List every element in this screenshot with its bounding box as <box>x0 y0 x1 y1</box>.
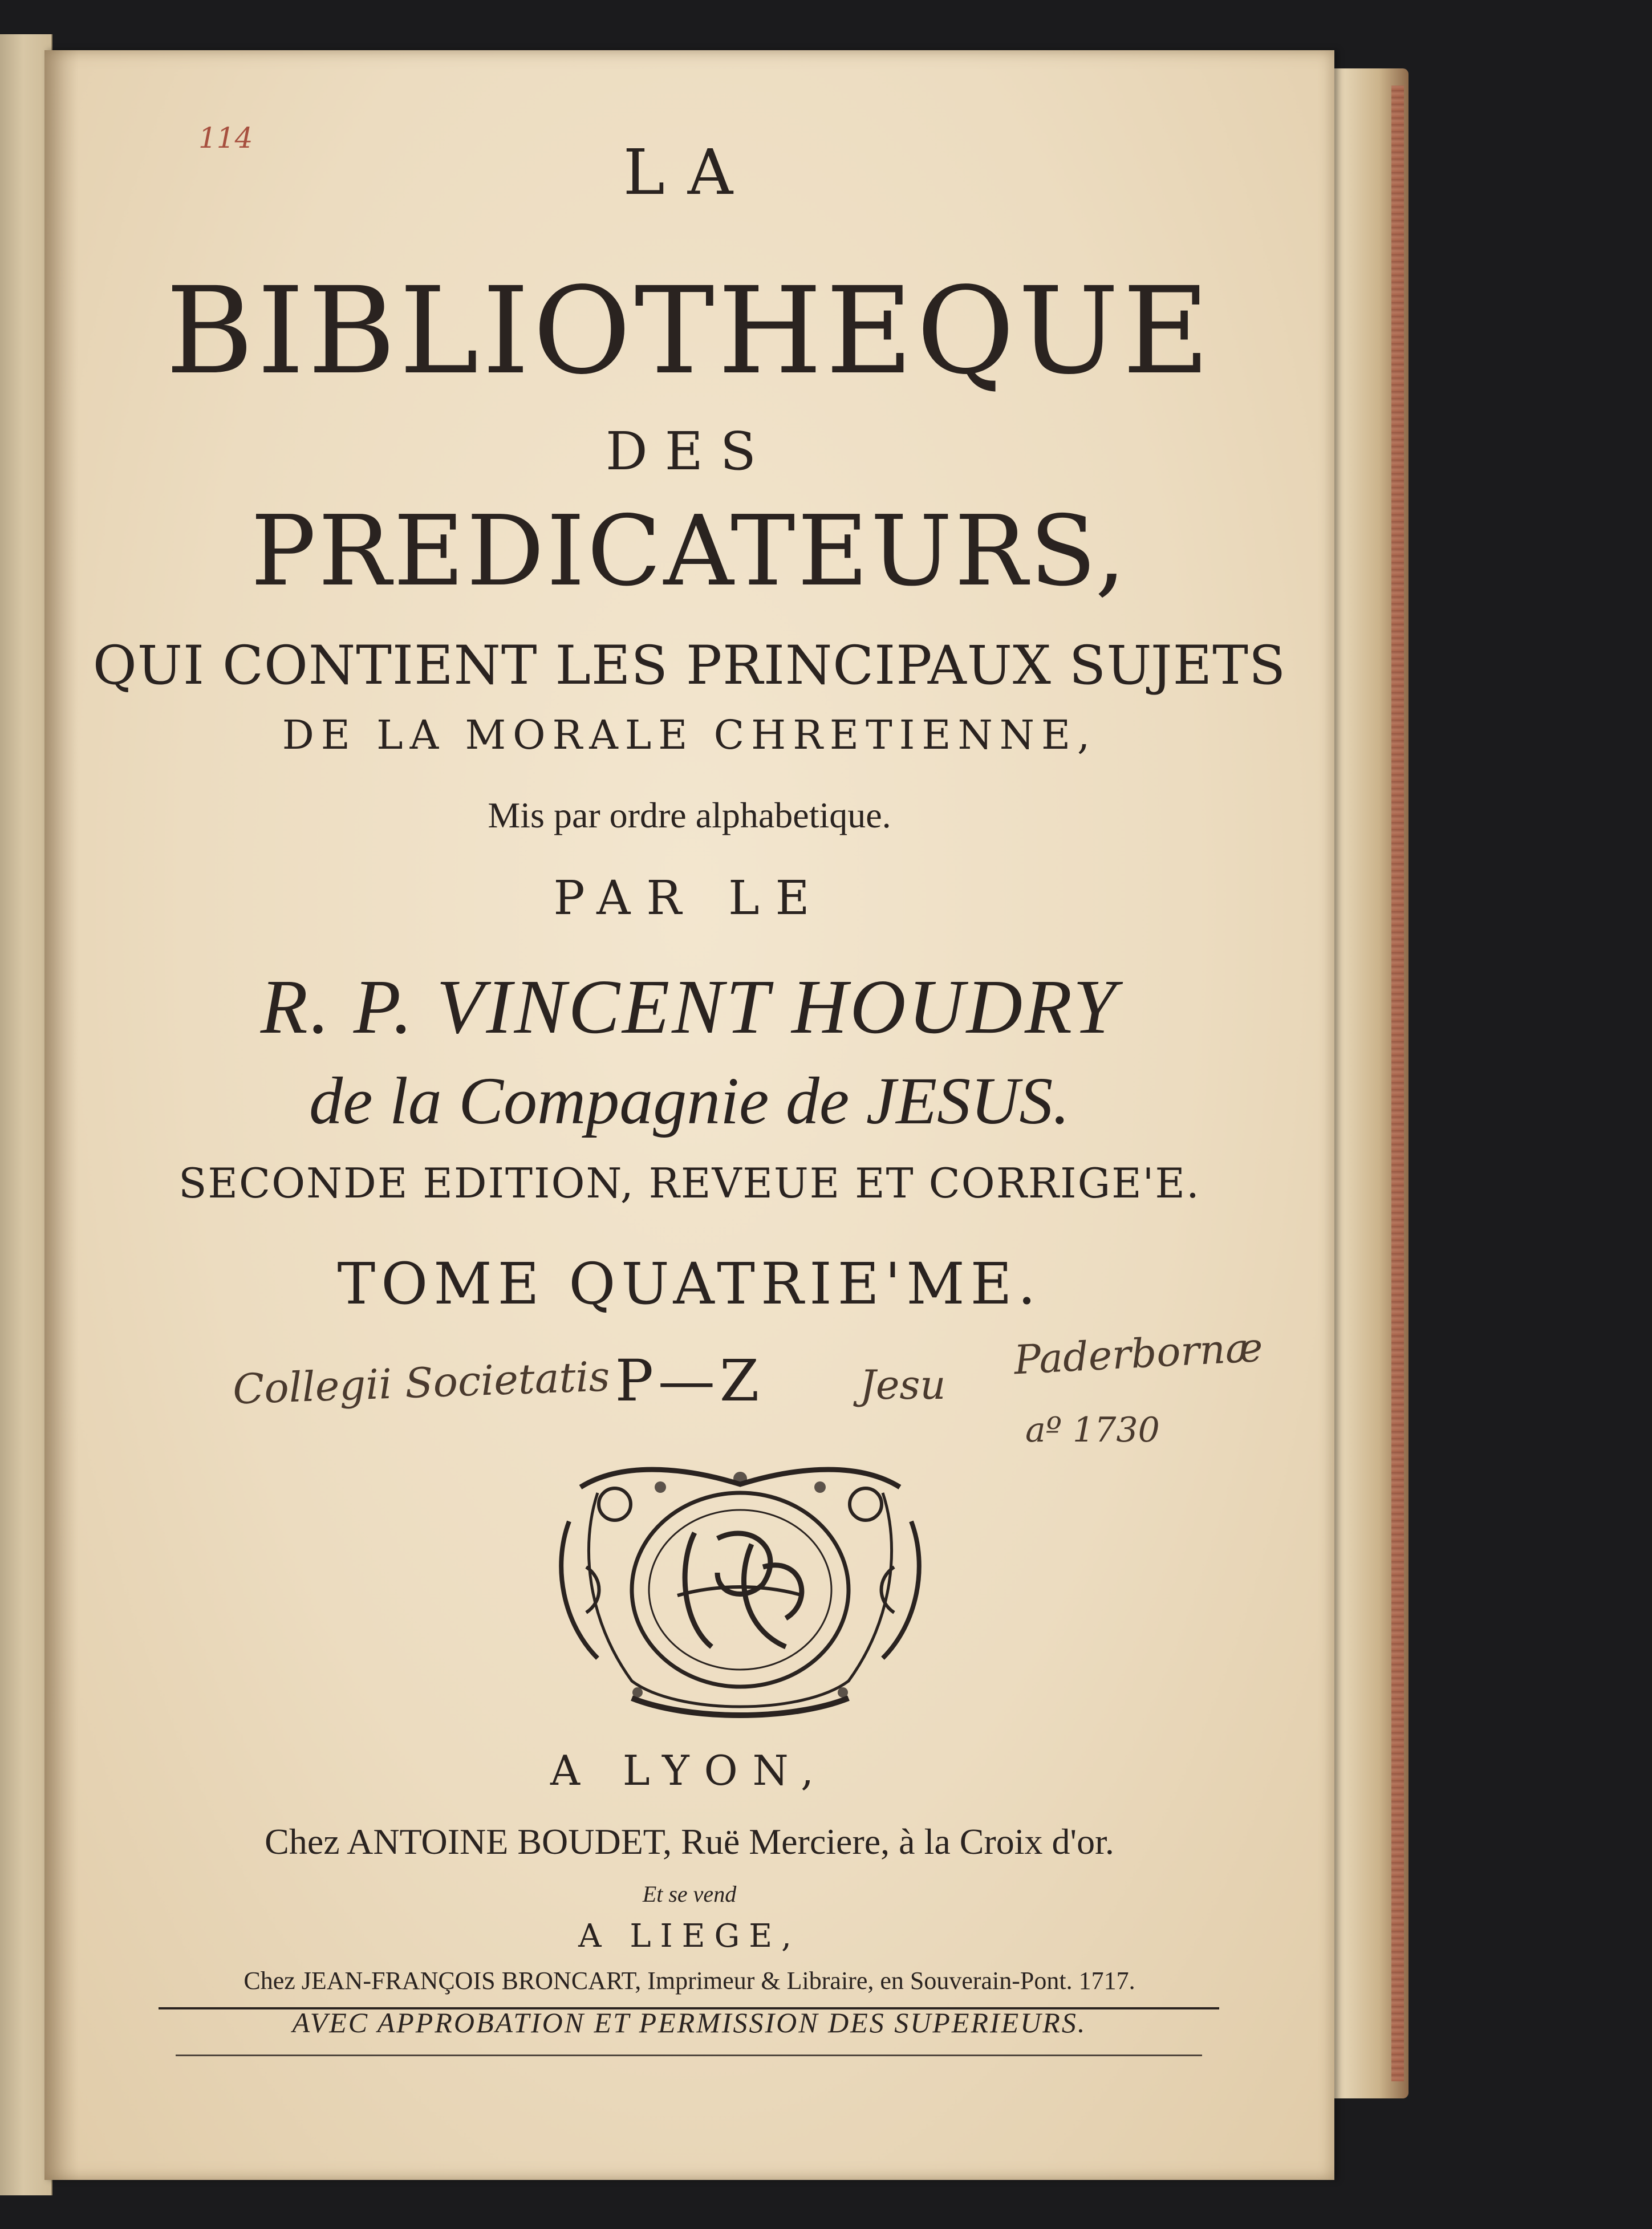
title-page <box>44 50 1334 2180</box>
subtitle-qui-contient: QUI CONTIENT LES PRINCIPAUX SUJETS <box>92 635 1286 697</box>
ownership-inscription-year: aº 1730 <box>1025 1410 1160 1450</box>
approbation-underline <box>176 2055 1202 2056</box>
corner-mark: 114 <box>198 121 253 155</box>
volume-range: P—Z <box>615 1347 764 1414</box>
imprint-publisher-broncart: Chez JEAN-FRANÇOIS BRONCART, Imprimeur & Libraire, en Souverain-Pont. 1717. <box>243 1967 1135 1995</box>
red-page-edge <box>1391 86 1404 2081</box>
imprint-publisher-boudet: Chez ANTOINE BOUDET, Ruë Merciere, à la Croix d'or. <box>265 1821 1114 1862</box>
subtitle-morale: DE LA MORALE CHRETIENNE, <box>282 712 1097 758</box>
ownership-inscription-paderborn: Paderbornæ <box>1013 1323 1264 1384</box>
title-la: LA <box>623 136 756 209</box>
imprint-et-se-vend: Et se vend <box>642 1881 737 1907</box>
ownership-inscription-collegii: Collegii Societatis <box>232 1352 611 1414</box>
title-des: DES <box>606 421 773 482</box>
author-name: R. P. VINCENT HOUDRY <box>260 964 1119 1050</box>
subtitle-mis-par-ordre: Mis par ordre alphabetique. <box>488 795 891 835</box>
approbation-statement: AVEC APPROBATION ET PERMISSION DES SUPERIEURS. <box>292 2007 1087 2039</box>
imprint-place-liege: A LIEGE, <box>578 1918 801 1955</box>
ownership-inscription-jesu: Jesu <box>860 1362 946 1408</box>
imprint-place-lyon: A LYON, <box>550 1747 829 1794</box>
monogram-cartouche-icon <box>546 1453 934 1727</box>
volume-statement: TOME QUATRIE'ME. <box>337 1250 1042 1317</box>
by-line-par-le: PAR LE <box>553 871 826 925</box>
title-predicateurs: PREDICATEURS, <box>250 495 1129 608</box>
author-affiliation: de la Compagnie de JESUS. <box>309 1063 1070 1138</box>
title-bibliotheque: BIBLIOTHEQUE <box>165 261 1213 401</box>
edition-statement: SECONDE EDITION, REVEUE ET CORRIGE'E. <box>178 1159 1200 1207</box>
